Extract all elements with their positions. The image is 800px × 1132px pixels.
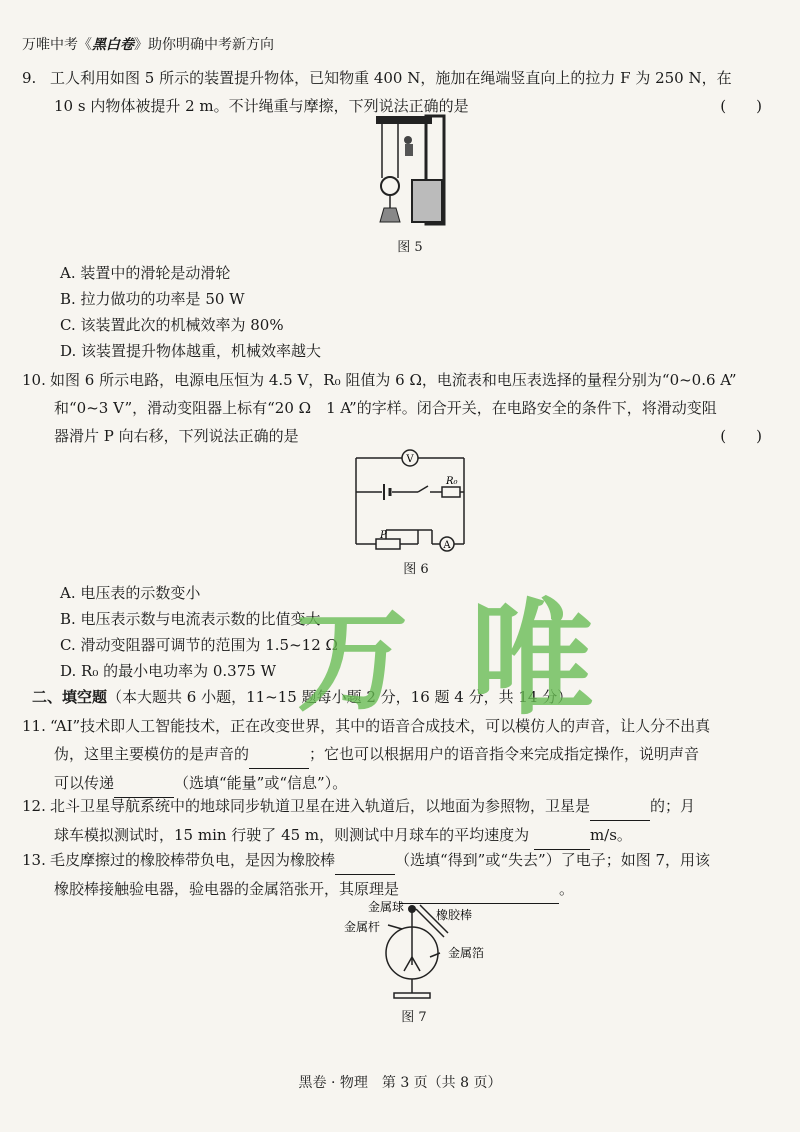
question-text: （选填“能量”或“信息”）。 [174, 774, 348, 792]
question-text: 10 s 内物体被提升 2 m。不计绳重与摩擦，下列说法正确的是 [54, 97, 469, 115]
figure-7-electroscope-diagram [340, 895, 500, 1007]
answer-blank[interactable] [335, 846, 395, 875]
load-weight [380, 208, 400, 222]
option-d[interactable]: D. R₀ 的最小电功率为 0.375 W [60, 662, 276, 680]
metal-ball [408, 905, 416, 913]
question-text: 橡胶棒接触验电器，验电器的金属箔张开，其原理是 [54, 880, 400, 898]
section-heading [32, 686, 572, 707]
option-d[interactable]: D. 该装置提升物体越重，机械效率越大 [60, 342, 322, 360]
section-title: 二、填空题 [32, 688, 108, 706]
question-text: 毛皮摩擦过的橡胶棒带负电，是因为橡胶棒 [50, 851, 336, 869]
question-text: 球车模拟测试时，15 min 行驶了 45 m，则测试中月球车的平均速度为 [54, 826, 530, 844]
figure-5-caption: 图 5 [397, 240, 423, 255]
watermark-char-2: 唯 [470, 588, 595, 732]
question-number: 10. [22, 371, 46, 389]
question-text: 可以传递 [54, 774, 115, 792]
rubber-rod-label: 橡胶棒 [435, 908, 473, 922]
question-number: 12. [22, 797, 46, 815]
option-c[interactable]: C. 该装置此次的机械效率为 80% [60, 316, 284, 334]
question-number: 11. [22, 717, 46, 735]
question-text: m/s。 [589, 826, 632, 844]
metal-foil-label: 金属箔 [447, 946, 485, 960]
question-text: 北斗卫星导航系统中的地球同步轨道卫星在进入轨道后，以地面为参照物，卫星是 [50, 797, 591, 815]
worker-figure [404, 136, 412, 144]
answer-blank[interactable] [590, 792, 650, 821]
metal-stem-label: 金属杆 [343, 920, 381, 934]
voltmeter-label: V [406, 454, 414, 465]
question-text: （选填“得到”或“失去”）了电子；如图 7，用该 [395, 851, 711, 869]
question-10 [22, 366, 782, 450]
option-a[interactable]: A. 装置中的滑轮是动滑轮 [60, 264, 231, 282]
figure-6-caption: 图 6 [403, 562, 429, 577]
question-text: 器滑片 P 向右移，下列说法正确的是 [54, 427, 299, 445]
question-12 [22, 792, 782, 850]
header-suffix: 》助你明确中考新方向 [134, 37, 274, 53]
wall-block [412, 180, 442, 222]
ammeter-label: A [443, 540, 451, 551]
question-number: 9. [22, 69, 37, 87]
question-11 [22, 712, 782, 798]
question-text: 的；月 [650, 797, 696, 815]
q10-options [60, 580, 338, 684]
answer-blank[interactable] [249, 740, 309, 769]
figure-5-pulley-diagram [372, 112, 452, 232]
option-b[interactable]: B. 电压表示数与电流表示数的比值变大 [60, 610, 321, 628]
question-text: 工人利用如图 5 所示的装置提升物体，已知物重 400 N，施加在绳端竖直向上的拉力 F 为 250 N，在 [50, 69, 732, 87]
figure-7-caption: 图 7 [401, 1010, 427, 1025]
option-a[interactable]: A. 电压表的示数变小 [60, 584, 201, 602]
page-footer: 黑卷 · 物理 第 3 页（共 8 页） [298, 1075, 502, 1091]
beam [376, 116, 432, 124]
question-text: 和“0~3 V”，滑动变阻器上标有“20 Ω 1 A”的字样。闭合开关，在电路安全的条件下，将滑动变阻 [54, 399, 717, 417]
question-text: ；它也可以根据用户的语音指令来完成指定操作，说明声音 [309, 745, 700, 763]
q9-options [60, 260, 321, 364]
answer-bracket: ( ) [720, 427, 762, 445]
question-text: 。 [559, 880, 575, 898]
resistor-label: R₀ [446, 476, 458, 487]
option-c[interactable]: C. 滑动变阻器可调节的范围为 1.5~12 Ω [60, 636, 338, 654]
watermark-char-1: 万 [296, 597, 408, 727]
pulley [381, 177, 399, 195]
section-note: （本大题共 6 小题，11~15 题每小题 2 分，16 题 4 分，共 14 分） [107, 688, 573, 706]
metal-ball-label: 金属球 [367, 900, 405, 914]
option-b[interactable]: B. 拉力做功的功率是 50 W [60, 290, 245, 308]
slider-label: P [380, 530, 387, 541]
page-header [22, 34, 274, 54]
question-number: 13. [22, 851, 46, 869]
header-brand: 黑白卷 [92, 37, 134, 53]
answer-bracket: ( ) [720, 97, 762, 115]
header-prefix: 万唯中考《 [22, 37, 92, 53]
figure-6-circuit-diagram [346, 448, 476, 556]
question-text: 伪，这里主要模仿的是声音的 [54, 745, 250, 763]
question-text: “AI”技术即人工智能技术，正在改变世界，其中的语音合成技术，可以模仿人的声音，让人分不出真 [50, 717, 711, 735]
question-text: 如图 6 所示电路，电源电压恒为 4.5 V，R₀ 阻值为 6 Ω，电流表和电压表选择的量程分别为“0~0.6 A” [50, 371, 737, 389]
